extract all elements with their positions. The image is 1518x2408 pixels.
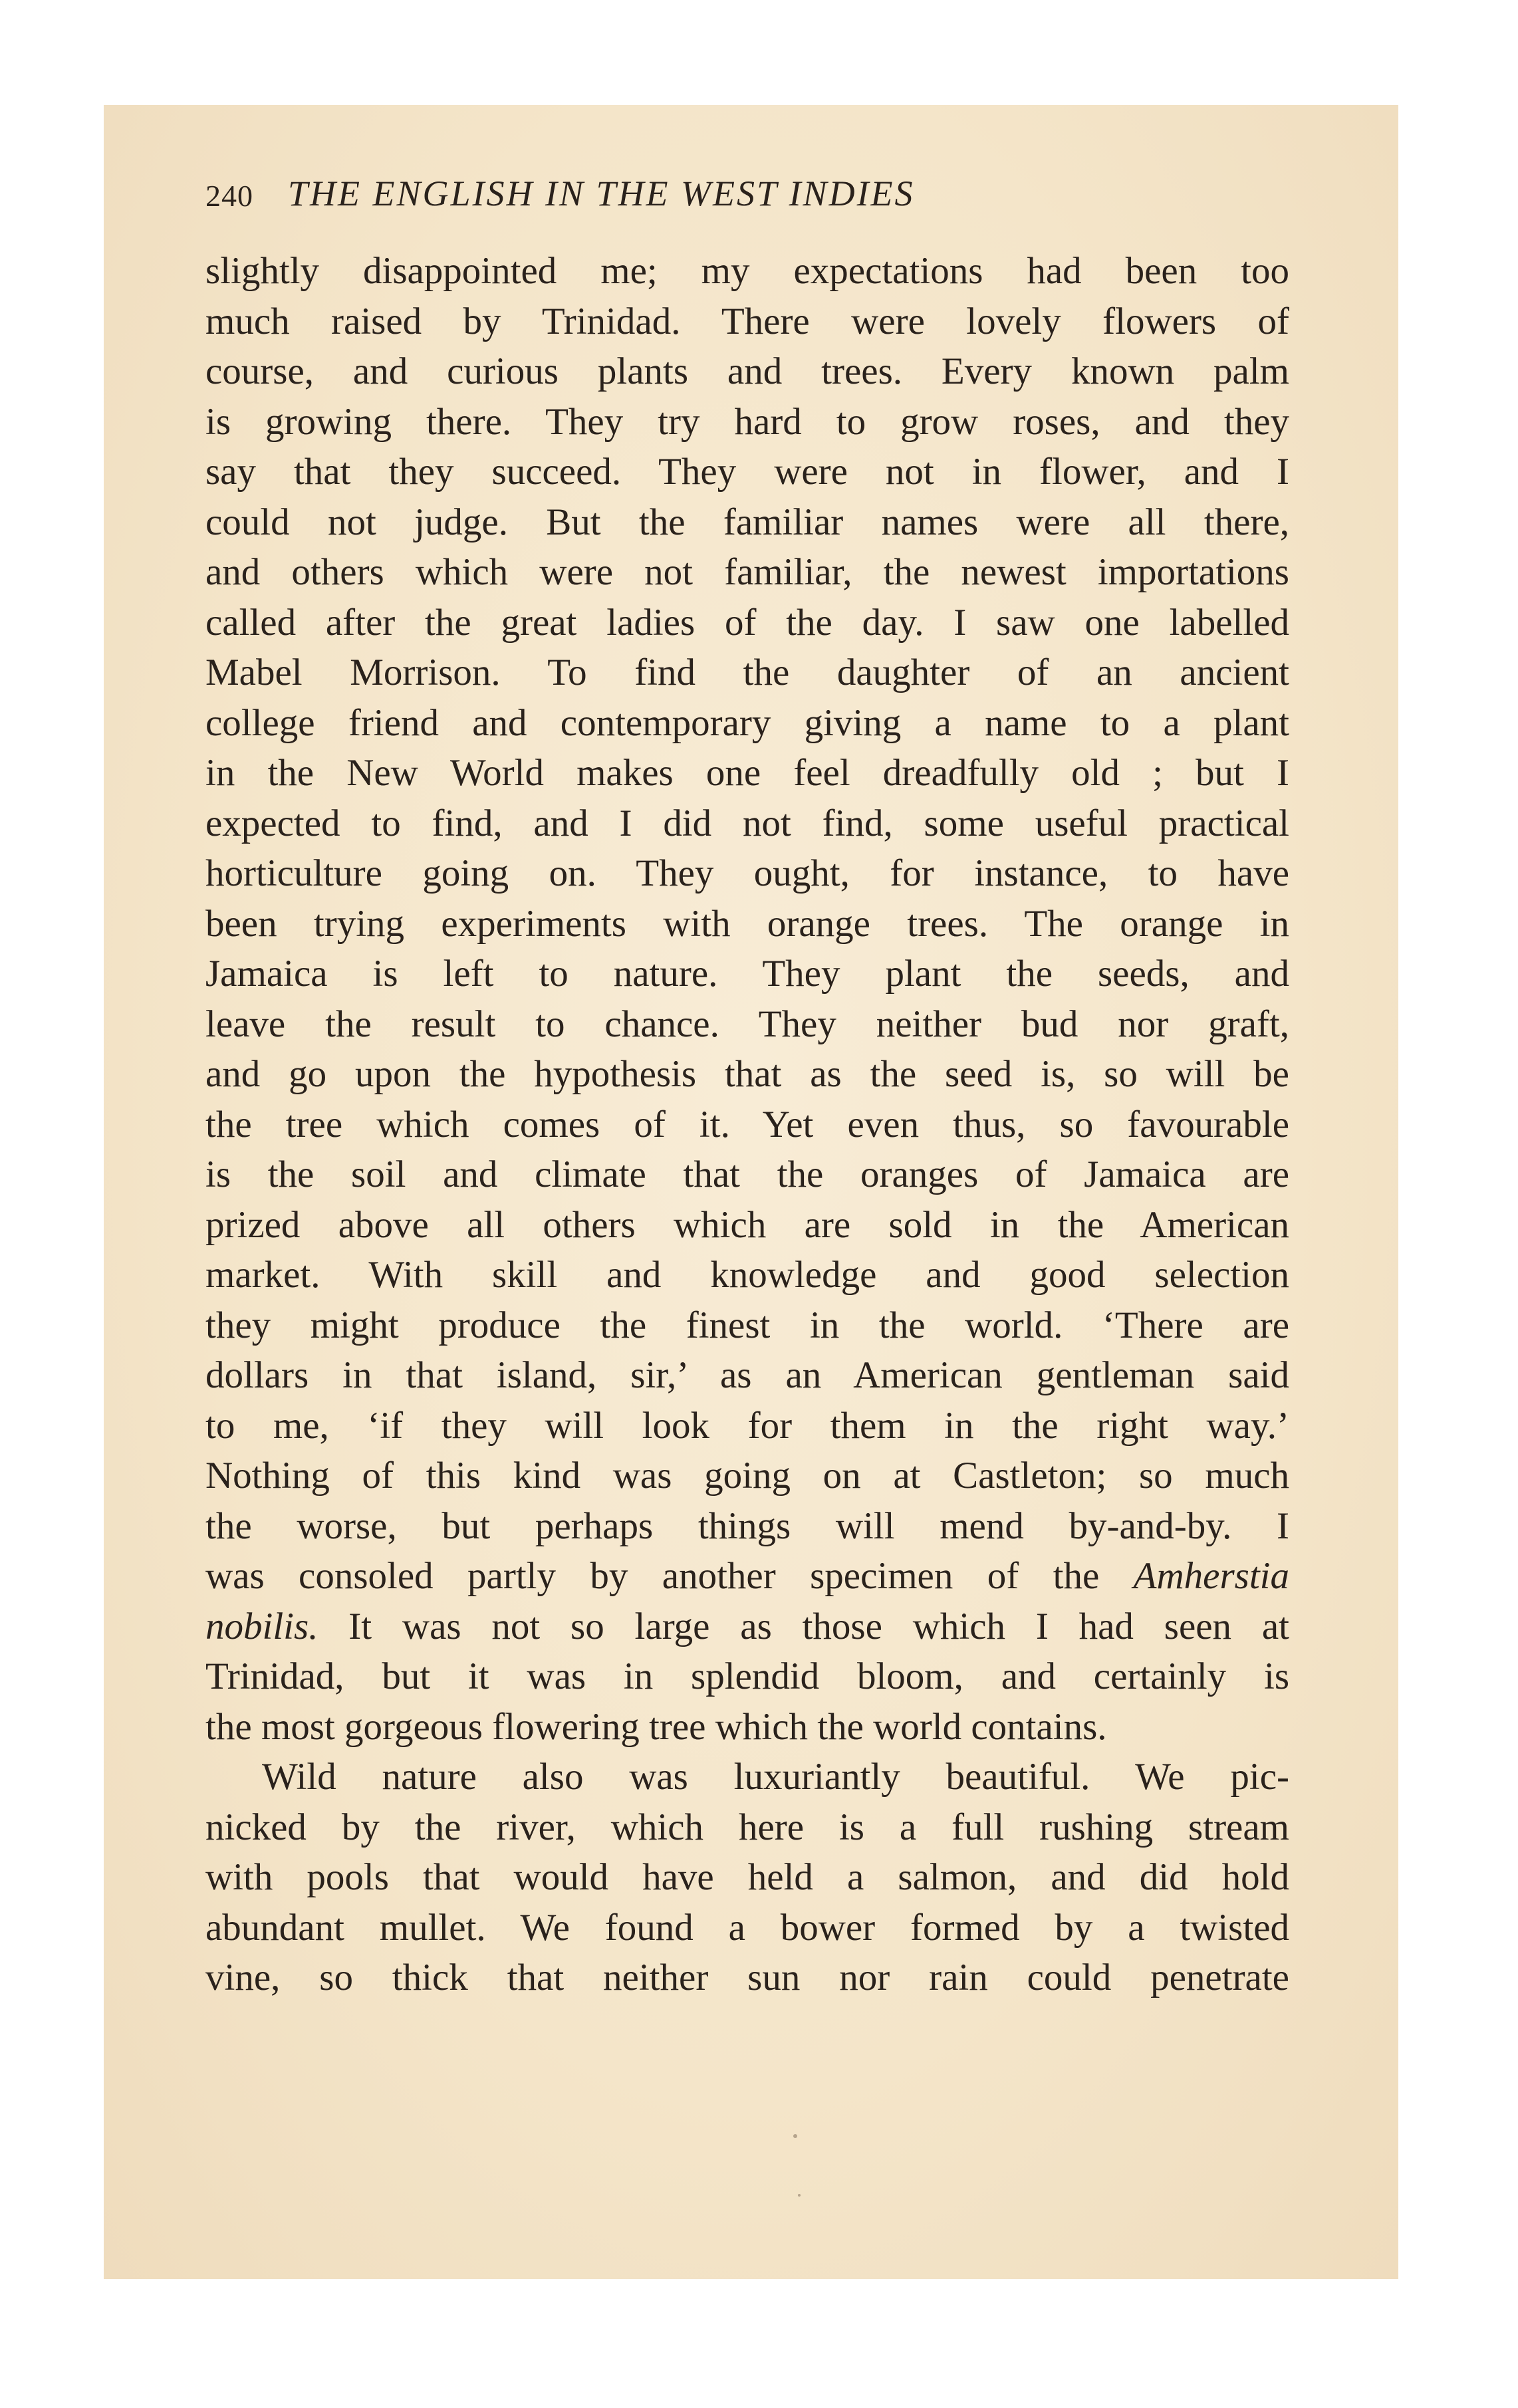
paper-speck xyxy=(793,2134,797,2138)
text-line: course, and curious plants and trees. Every known palm xyxy=(205,350,1289,392)
running-title: THE ENGLISH IN THE WEST INDIES xyxy=(288,174,915,213)
paper-speck xyxy=(798,2194,801,2197)
text-line: Jamaica is left to nature. They plant the seeds, and xyxy=(205,953,1289,995)
text-line: with pools that would have held a salmon, and did hold xyxy=(205,1856,1289,1898)
paragraph-start-line: Wild nature also was luxuriantly beautiful. We pic- xyxy=(262,1756,1289,1798)
text-line: horticulture going on. They ought, for instance, to have xyxy=(205,852,1289,894)
text-line: the worse, but perhaps things will mend by-and-by. I xyxy=(205,1505,1289,1547)
text-line: could not judge. But the familiar names were all there, xyxy=(205,501,1289,543)
text-line: say that they succeed. They were not in flower, and I xyxy=(205,451,1289,493)
text-line: prized above all others which are sold in the American xyxy=(205,1203,1289,1246)
text-line: nicked by the river, which here is a full rushing stream xyxy=(205,1806,1289,1848)
italic-species-name: nobilis. xyxy=(205,1605,318,1647)
text-line: and go upon the hypothesis that as the seed is, so will be xyxy=(205,1053,1289,1095)
text-line: college friend and contemporary giving a name to a plant xyxy=(205,701,1289,744)
text-line: they might produce the finest in the world. ‘There are xyxy=(205,1304,1289,1346)
text-line xyxy=(205,1551,1289,1602)
text-line: called after the great ladies of the day. I saw one labelled xyxy=(205,601,1289,644)
italic-species-name: Amherstia xyxy=(1133,1555,1289,1597)
body-text xyxy=(205,246,1289,2003)
text-line: Trinidad, but it was in splendid bloom, and certainly is xyxy=(205,1655,1289,1697)
paragraph-end-line: the most gorgeous flowering tree which the world contains. xyxy=(205,1705,1107,1748)
text-line: and others which were not familiar, the newest importations xyxy=(205,551,1289,593)
line-text: was consoled partly by another specimen of the xyxy=(205,1555,1100,1597)
text-line: in the New World makes one feel dreadfully old ; but I xyxy=(205,752,1289,794)
text-line: been trying experiments with orange trees. The orange in xyxy=(205,902,1289,945)
text-line: expected to find, and I did not find, some useful practical xyxy=(205,802,1289,844)
text-line xyxy=(205,1602,1289,1652)
text-line: slightly disappointed me; my expectations had been too xyxy=(205,250,1289,292)
text-line: leave the result to chance. They neither bud nor graft, xyxy=(205,1003,1289,1045)
text-line: the tree which comes of it. Yet even thus, so favourable xyxy=(205,1103,1289,1145)
line-text: It was not so large as those which I had seen at xyxy=(348,1605,1289,1647)
text-line: is growing there. They try hard to grow roses, and they xyxy=(205,400,1289,443)
text-line: to me, ‘if they will look for them in the right way.’ xyxy=(205,1404,1289,1447)
page-header xyxy=(205,166,1289,239)
text-line: much raised by Trinidad. There were lovely flowers of xyxy=(205,300,1289,342)
text-line: abundant mullet. We found a bower formed by a twisted xyxy=(205,1906,1289,1949)
text-line: vine, so thick that neither sun nor rain could penetrate xyxy=(205,1957,1289,1998)
text-line: market. With skill and knowledge and good selection xyxy=(205,1254,1289,1296)
text-line: Nothing of this kind was going on at Castleton; so much xyxy=(205,1455,1289,1497)
text-line: is the soil and climate that the oranges of Jamaica are xyxy=(205,1153,1289,1195)
text-line: dollars in that island, sir,’ as an American gentleman said xyxy=(205,1354,1289,1396)
page-number: 240 xyxy=(205,179,253,213)
text-line: Mabel Morrison. To find the daughter of an ancient xyxy=(205,652,1289,693)
